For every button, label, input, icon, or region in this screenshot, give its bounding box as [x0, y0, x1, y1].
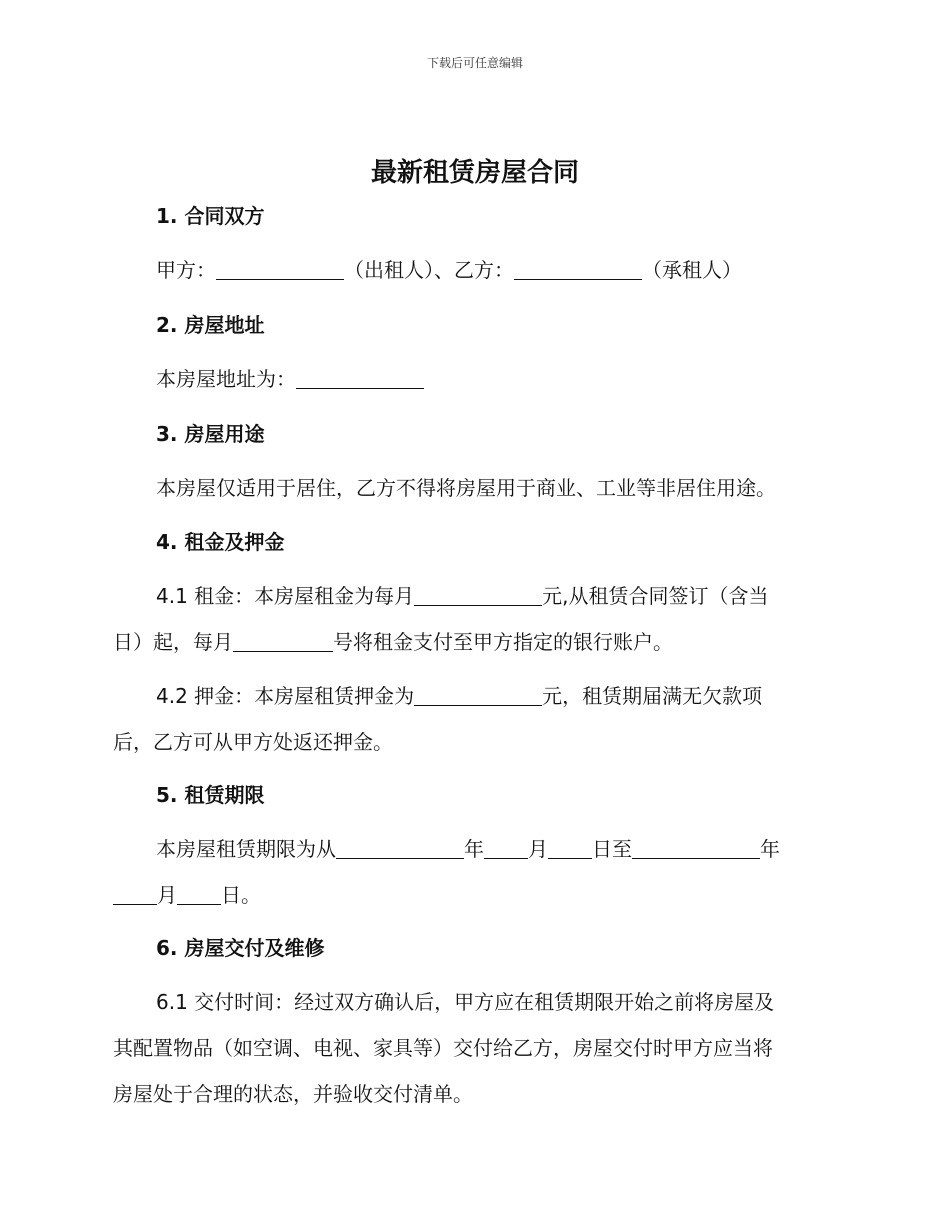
start-month-blank[interactable] — [484, 838, 528, 859]
address-label: 本房屋地址为： — [156, 367, 296, 391]
rent-line-2 — [113, 626, 673, 655]
section-heading-term: 5. 租赁期限 — [156, 783, 265, 807]
rent-day-blank[interactable] — [233, 631, 333, 652]
header-note: 下载后可任意编辑 — [426, 56, 523, 70]
term-line-1 — [156, 833, 780, 862]
end-day-blank[interactable] — [177, 884, 221, 905]
rent-text-d: 号将租金支付至甲方指定的银行账户。 — [333, 630, 673, 654]
document-title: 最新租赁房屋合同 — [370, 158, 579, 188]
rent-amount-blank[interactable] — [414, 585, 542, 606]
deposit-text-a: 4.2 押金：本房屋租赁押金为 — [156, 684, 415, 708]
section-heading-usage: 3. 房屋用途 — [156, 422, 265, 446]
party-b-blank[interactable] — [514, 259, 642, 280]
delivery-line-1: 6.1 交付时间：经过双方确认后，甲方应在租赁期限开始之前将房屋及 — [156, 990, 775, 1014]
rent-text-a: 4.1 租金：本房屋租金为每月 — [156, 584, 415, 608]
party-a-role: （出租人） — [344, 258, 434, 282]
term-text-a: 本房屋租赁期限为从 — [156, 837, 336, 861]
term-line-2 — [113, 879, 261, 908]
separator: 、 — [434, 258, 454, 282]
party-b-role: （承租人） — [642, 258, 742, 282]
deposit-line-1 — [156, 680, 762, 709]
party-b-label: 乙方： — [454, 258, 514, 282]
start-month-label: 月 — [528, 837, 548, 861]
end-year-label: 年 — [760, 837, 780, 861]
start-year-blank[interactable] — [336, 838, 464, 859]
section-heading-delivery: 6. 房屋交付及维修 — [156, 936, 325, 960]
address-blank[interactable] — [296, 368, 424, 389]
end-month-label: 月 — [157, 883, 177, 907]
rent-text-b: 元,从租赁合同签订（含当 — [542, 584, 769, 608]
section-heading-parties: 1. 合同双方 — [156, 204, 265, 228]
rent-text-c: 日）起，每月 — [113, 630, 233, 654]
start-year-label: 年 — [464, 837, 484, 861]
start-day-blank[interactable] — [548, 838, 592, 859]
start-day-label: 日至 — [592, 837, 632, 861]
end-month-blank[interactable] — [113, 884, 157, 905]
deposit-amount-blank[interactable] — [414, 685, 542, 706]
party-a-label: 甲方： — [156, 258, 216, 282]
party-a-blank[interactable] — [216, 259, 344, 280]
deposit-text-b: 元，租赁期届满无欠款项 — [542, 684, 763, 708]
end-year-blank[interactable] — [632, 838, 760, 859]
address-line — [156, 363, 424, 392]
delivery-line-2: 其配置物品（如空调、电视、家具等）交付给乙方，房屋交付时甲方应当将 — [113, 1036, 773, 1060]
section-heading-rent-deposit: 4. 租金及押金 — [156, 530, 285, 554]
parties-line — [156, 254, 742, 283]
deposit-line-2: 后，乙方可从甲方处返还押金。 — [113, 730, 393, 754]
end-day-label: 日。 — [221, 883, 261, 907]
section-heading-address: 2. 房屋地址 — [156, 313, 265, 337]
delivery-line-3: 房屋处于合理的状态，并验收交付清单。 — [113, 1082, 473, 1106]
usage-text: 本房屋仅适用于居住，乙方不得将房屋用于商业、工业等非居住用途。 — [156, 476, 776, 500]
rent-line-1 — [156, 580, 769, 609]
